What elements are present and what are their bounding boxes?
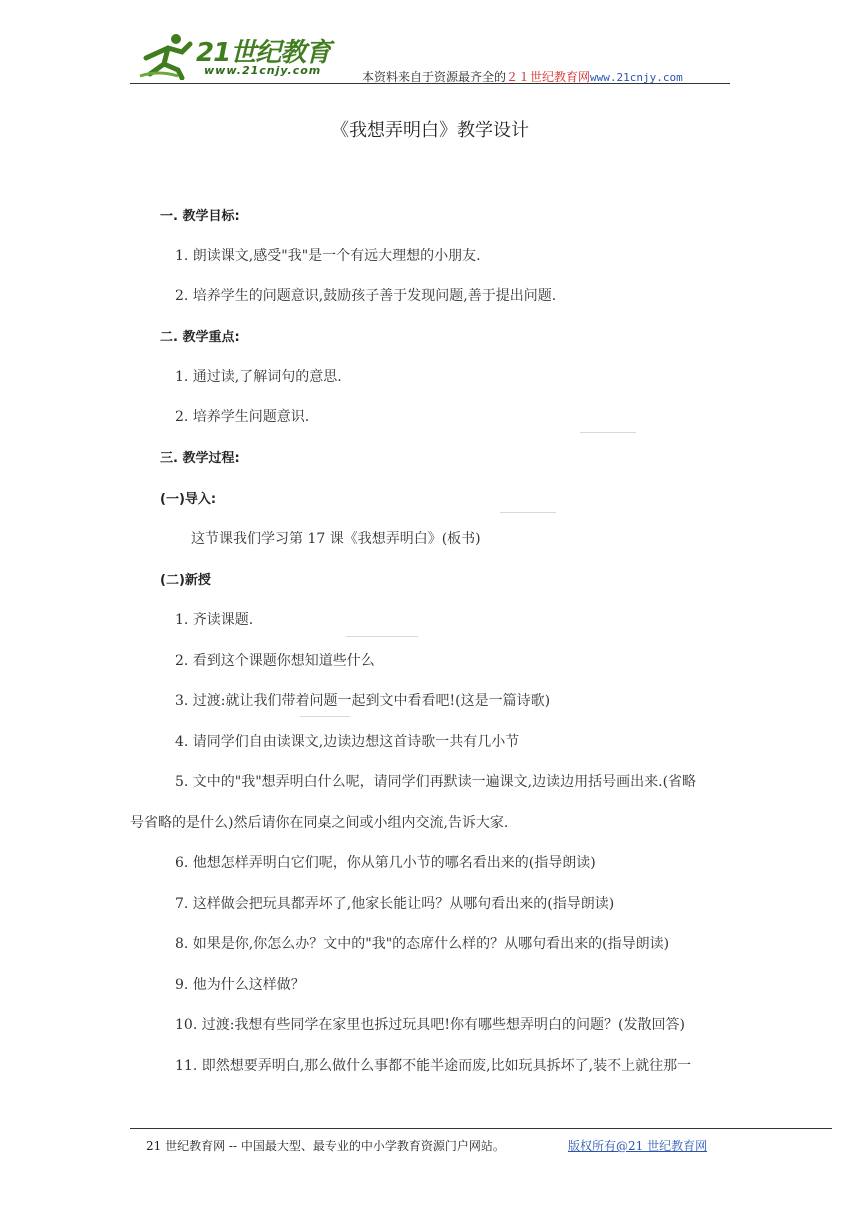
- section-heading-objectives: 一. 教学目标:: [160, 209, 240, 224]
- scan-artifact: [580, 432, 636, 433]
- document-title: 《我想弄明白》教学设计: [331, 120, 529, 141]
- body-line: 号省略的是什么)然后请你在同桌之间或小组内交流,告诉大家.: [130, 815, 509, 831]
- header-brand-link[interactable]: ２１世纪教育网: [506, 70, 591, 84]
- body-line: 1. 齐读课题.: [175, 612, 254, 628]
- scan-artifact: [500, 512, 556, 513]
- subheading-new-lesson: (二)新授: [160, 573, 211, 588]
- body-line: 1. 通过读,了解词句的意思.: [175, 369, 342, 385]
- footer-divider: [130, 1128, 832, 1129]
- logo-url: www.21cnjy.com: [204, 64, 322, 77]
- body-line: 11. 即然想要弄明白,那么做什么事都不能半途而废,比如玩具拆坏了,装不上就往那一: [175, 1058, 692, 1074]
- runner-logo-icon: [138, 30, 198, 80]
- section-heading-process: 三. 教学过程:: [160, 451, 240, 466]
- site-logo[interactable]: [138, 28, 338, 84]
- scan-artifact: [300, 716, 350, 717]
- body-line: 4. 请同学们自由读课文,边读边想这首诗歌一共有几小节: [175, 734, 520, 750]
- header-source-note: 本资料来自于资源最齐全的２１世纪教育网www.21cnjy.com: [362, 70, 683, 84]
- body-line: 10. 过渡:我想有些同学在家里也拆过玩具吧!你有哪些想弄明白的问题？(发散回答): [175, 1017, 685, 1033]
- body-line: 2. 培养学生的问题意识,鼓励孩子善于发现问题,善于提出问题.: [175, 288, 557, 304]
- subheading-intro: (一)导入:: [160, 492, 217, 507]
- section-heading-key-points: 二. 教学重点:: [160, 330, 240, 345]
- body-line: 5. 文中的"我"想弄明白什么呢，请同学们再默读一遍课文,边读边用括号画出来.(省略: [175, 774, 697, 790]
- body-line: 6. 他想怎样弄明白它们呢，你从第几小节的哪名看出来的(指导朗读): [175, 855, 596, 871]
- body-line: 1. 朗读课文,感受"我"是一个有远大理想的小朋友.: [175, 248, 481, 264]
- scan-artifact: [346, 636, 418, 637]
- body-line: 2. 看到这个课题你想知道些什么: [175, 653, 375, 669]
- footer-site-description: 21 世纪教育网 -- 中国最大型、最专业的中小学教育资源门户网站。: [146, 1139, 505, 1153]
- body-line: 9. 他为什么这样做？: [175, 977, 305, 993]
- logo-wordmark: 21世纪教育: [196, 38, 331, 68]
- footer-copyright-link[interactable]: 版权所有@21 世纪教育网: [568, 1139, 708, 1153]
- body-line: 2. 培养学生问题意识.: [175, 409, 310, 425]
- body-line: 7. 这样做会把玩具都弄坏了,他家长能让吗？从哪句看出来的(指导朗读): [175, 896, 615, 912]
- page-header: [130, 28, 730, 86]
- header-divider: [130, 83, 730, 84]
- body-line: 3. 过渡:就让我们带着问题一起到文中看看吧!(这是一篇诗歌): [175, 693, 551, 709]
- body-line: 8. 如果是你,你怎么办？文中的"我"的态席什么样的？从哪句看出来的(指导朗读): [175, 936, 670, 952]
- body-line: 这节课我们学习第 17 课《我想弄明白》(板书): [191, 531, 481, 547]
- header-url-link[interactable]: www.21cnjy.com: [590, 71, 683, 84]
